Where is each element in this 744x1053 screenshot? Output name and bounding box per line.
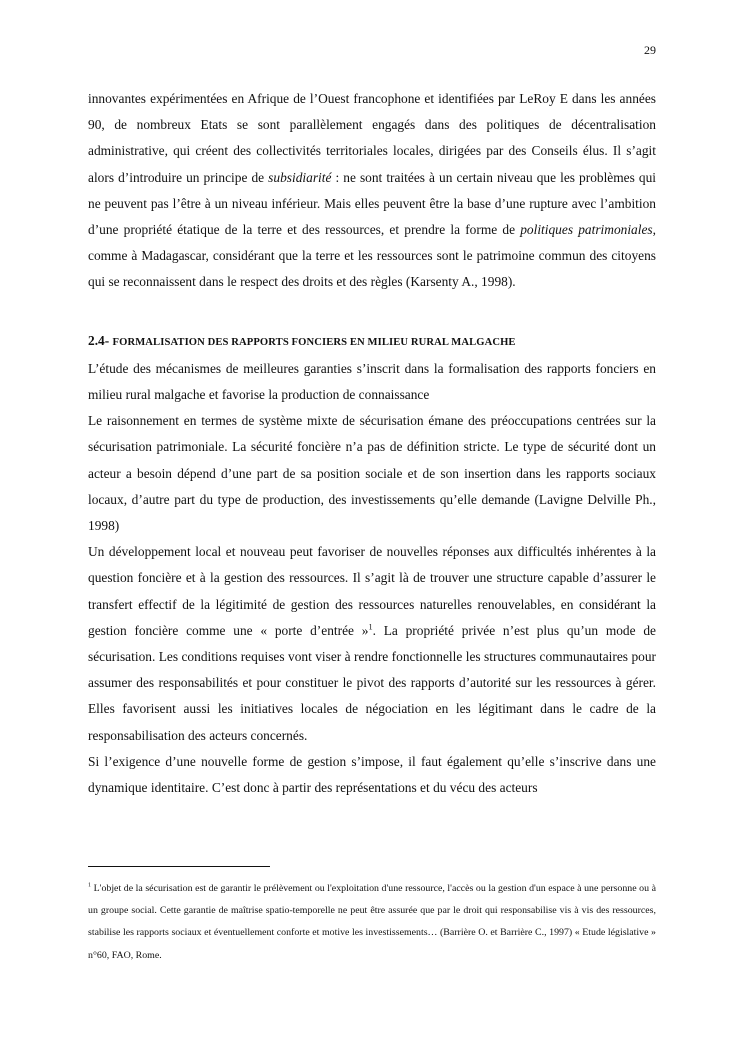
paragraph-intro-part: , comme à Madagascar, considérant que la terre et les ressources sont le patrimoine commun des citoyens qui se reconnaissent dans le respect des droits et des règles (Karsenty A., 1998).: [88, 222, 656, 290]
footnote-body: L'objet de la sécurisation est de garantir le prélèvement ou l'exploitation d'une ressource, l'accès ou la gestion d'un espace à une personne ou à un groupe social. Cette garantie de maîtrise spatio-temporelle ne peut être assurée que par le droit qui responsabilise vis à vis des ressources, stabilise les rapports sociaux et éventuellement conforte et motive les investissements… (Barrière O. et Barrière C., 1997) « Etude législative » n°60, FAO, Rome.: [88, 883, 656, 961]
term-subsidiarite: subsidiarité: [268, 169, 332, 185]
paragraph-gap: [88, 296, 656, 328]
paragraph-raisonnement: Le raisonnement en termes de système mixte de sécurisation émane des préoccupations centrées sur la sécurisation patrimoniale. La sécurité foncière n’a pas de définition stricte. Le type de sécurité dont un acteur a besoin dépend d’une part de sa position sociale et de son insertion dans les rapports sociaux locaux, d’autre part du type de production, des investissements qu’elle demande (Lavigne Delville Ph., 1998): [88, 413, 656, 534]
paragraph-etude: L’étude des mécanismes de meilleures garanties s’inscrit dans la formalisation des rapports fonciers en milieu rural malgache et favorise la production de connaissance: [88, 360, 656, 403]
paragraph-intro: [88, 86, 656, 296]
main-text: [88, 86, 656, 801]
footnote-marker: 1: [88, 882, 92, 889]
paragraph-developpement-part: . La propriété privée n’est plus qu’un mode de sécurisation. Les conditions requises vont viser à rendre fonctionnelle les structures communautaires pour assumer des responsabilités et pour constituer le pivot des rapports d’autorité sur les ressources à gérer. Elles favorisent aussi les initiatives locales de négociation en les légitimant dans le cadre de la responsabilisation des acteurs concernés.: [88, 622, 656, 743]
footnote-separator: [88, 866, 270, 867]
page-number: 29: [644, 43, 656, 57]
footnote: [88, 878, 656, 967]
term-politiques-patrimoniales: politiques patrimoniales: [520, 222, 653, 238]
footnote-text: [88, 878, 656, 967]
paragraph-developpement-part: Un développement local et nouveau peut favoriser de nouvelles réponses aux difficultés inhérentes à la question foncière et à la gestion des ressources. Il s’agit là de trouver une structure capable d’assurer le transfert effectif de la légitimité de gestion des ressources naturelles renouvelables, en considérant la gestion foncière comme une « porte d’entrée »: [88, 544, 656, 638]
paragraph-intro-part: innovantes expérimentées en Afrique de l’Ouest francophone et identifiées par LeRoy E dans les années 90, de nombreux Etats se sont parallèlement engagés dans des politiques de décentralisation administrative, qui créent des collectivités territoriales locales, dirigées par des Conseils élus. Il s’agit alors d’introduire un principe de: [88, 91, 656, 185]
section-heading: [88, 328, 656, 356]
section-number: 2.4-: [88, 332, 113, 348]
paragraph-exigence: Si l’exigence d’une nouvelle forme de gestion s’impose, il faut également qu’elle s’inscrive dans une dynamique identitaire. C’est donc à partir des représentations et du vécu des acteurs: [88, 753, 656, 796]
paragraph-intro-part: : ne sont traitées à un certain niveau que les problèmes qui ne peuvent pas l’être à un niveau inférieur. Mais elles peuvent être la base d’une rupture avec l’ambition d’une propriété étatique de la terre et des ressources, et prendre la forme de: [88, 169, 656, 238]
section-title: FORMALISATION DES RAPPORTS FONCIERS EN MILIEU RURAL MALGACHE: [112, 336, 516, 348]
paragraph-developpement: [88, 539, 656, 749]
footnote-reference[interactable]: 1: [368, 622, 373, 632]
